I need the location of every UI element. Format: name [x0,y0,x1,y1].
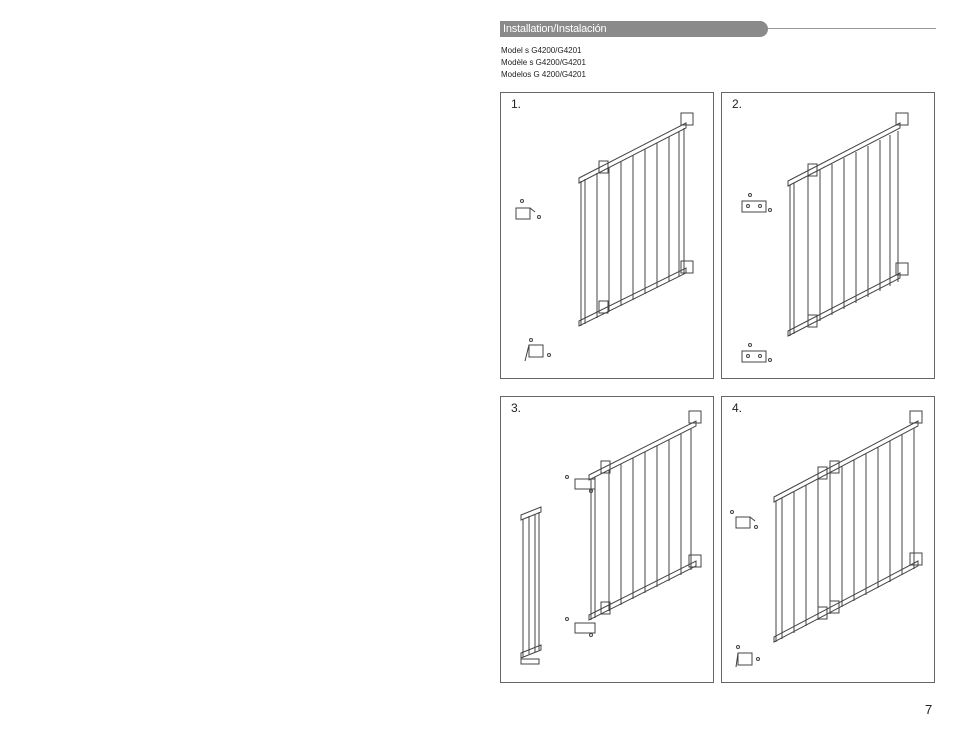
page-number: 7 [925,702,933,717]
step-3-label: 3. [511,401,522,415]
mount-bracket-bottom [736,646,760,668]
section-title: Installation/Instalación [503,23,607,35]
step-3-panel [500,396,714,683]
step-4-panel [721,396,935,683]
model-line-es: Modelos G 4200/G4201 [501,70,586,79]
model-list [501,45,586,81]
extended-gate [774,411,922,642]
step-2-panel [721,92,935,379]
step-1-illustration [501,93,715,380]
step-1-label: 1. [511,97,522,111]
mount-bracket-top [731,511,758,529]
spacer-bracket-bottom [742,344,772,363]
model-line-en: Model s G4200/G4201 [501,46,582,55]
extension-panel [521,507,541,664]
step-4-illustration [722,397,936,684]
step-2-label: 2. [732,97,743,111]
mount-bracket-top [516,200,541,220]
header-rule [768,28,936,29]
step-2-illustration [722,93,936,380]
step-4-label: 4. [732,401,743,415]
mount-bracket-bottom [525,339,551,362]
step-1-panel [500,92,714,379]
gate-assembly [589,411,701,620]
model-line-fr: Modèle s G4200/G4201 [501,58,586,67]
step-3-illustration [501,397,715,684]
spacer-bracket-top [742,194,772,213]
